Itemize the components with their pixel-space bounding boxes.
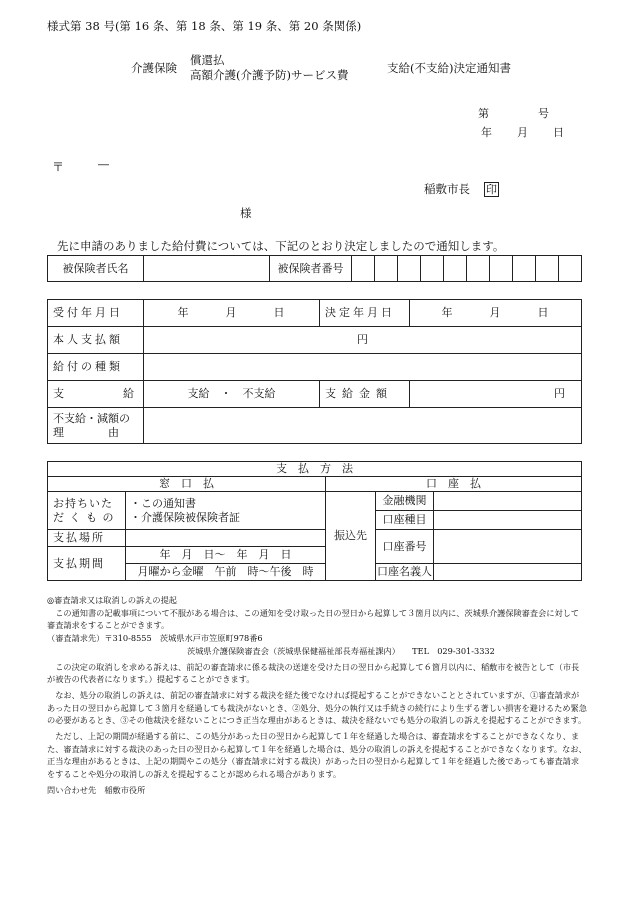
bring-items-label	[48, 492, 126, 530]
payment-decision-value[interactable]: 支給 ・ 不支給	[144, 381, 320, 408]
appeal-notes	[47, 594, 587, 797]
bring-items-list	[126, 492, 326, 530]
payment-place-label: 支払場所	[48, 530, 126, 547]
account-number-value[interactable]	[434, 530, 582, 564]
account-number-label: 口座番号	[376, 530, 434, 564]
recipient-sama: 様	[240, 206, 252, 220]
payment-period-hours[interactable]: 月曜から金曜 午前 時～午後 時	[126, 564, 326, 581]
insured-number-digit[interactable]	[559, 256, 582, 282]
payment-amount-label: 支給金額	[320, 381, 410, 408]
insured-number-digit[interactable]	[375, 256, 398, 282]
insured-number-digit[interactable]	[513, 256, 536, 282]
self-pay-value[interactable]: 円	[144, 327, 582, 354]
insured-name-label: 被保険者氏名	[48, 256, 144, 282]
payment-period-dates[interactable]: 年 月 日～ 年 月 日	[126, 547, 326, 564]
seal-stamp: 印	[486, 183, 497, 196]
mayor	[424, 181, 499, 197]
notice-number: 第 号	[478, 107, 550, 120]
payment-period-label: 支払期間	[48, 547, 126, 581]
benefit-kind-label: 給付の種類	[48, 354, 144, 381]
bank-label: 金融機関	[376, 492, 434, 511]
contact-info: 問い合わせ先 稲敷市役所	[47, 784, 146, 795]
payment-amount-value[interactable]: 円	[410, 381, 582, 408]
decision-date-value[interactable]: 年 月 日	[410, 300, 582, 327]
bring-label-line1: お持ちいた	[53, 497, 113, 511]
insured-number-digit[interactable]	[352, 256, 375, 282]
reason-label	[48, 408, 144, 444]
insured-number-digit[interactable]	[421, 256, 444, 282]
insured-table	[47, 255, 582, 282]
notice-date: 年 月 日	[481, 126, 565, 139]
postal-dash: ―	[98, 158, 109, 171]
appeal-office: 茨城県介護保険審査会（茨城県保健福祉部長寿福祉課内） TEL 029-301-3332	[187, 645, 495, 656]
account-payment-header: 口 座 払	[326, 477, 582, 492]
account-holder-label: 口座名義人	[376, 564, 434, 581]
self-pay-label: 本人支払額	[48, 327, 144, 354]
insured-name-value[interactable]	[144, 256, 270, 282]
title-kaigo: 介護保険	[131, 61, 177, 75]
received-date-label: 受付年月日	[48, 300, 144, 327]
window-payment-header: 窓 口 払	[48, 477, 326, 492]
insured-number-digit[interactable]	[490, 256, 513, 282]
received-date-value[interactable]: 年 月 日	[144, 300, 320, 327]
benefit-kind-value[interactable]	[144, 354, 582, 381]
bring-item: ・この通知書	[130, 497, 196, 511]
payment-method-header: 支 払 方 法	[48, 462, 582, 477]
form-number: 様式第 38 号(第 16 条、第 18 条、第 19 条、第 20 条関係)	[47, 19, 362, 33]
notes-paragraph: なお、処分の取消しの訴えは、前記の審査請求に対する裁決を経た後でなければ提起することができないこととされていますが、①審査請求があった日の翌日から起算して３箇月を経過しても裁決がないとき、②処分、処分の執行又は手続きの続行により生ずる著しい損害を避けるため緊急の必要があるとき、③その他裁決を経ないことにつき正当な理由があるときは、裁決を経ないでも処分の取消しの訴えを提起することができます。	[47, 689, 587, 726]
decision-date-label: 決定年月日	[320, 300, 410, 327]
account-type-label: 口座種目	[376, 511, 434, 530]
mayor-title: 稲敷市長	[424, 182, 470, 196]
details-table	[47, 299, 582, 444]
title-line1: 償還払	[190, 53, 225, 67]
transfer-label: 振込先	[326, 492, 376, 581]
insured-number-label: 被保険者番号	[270, 256, 352, 282]
title-line2: 高額介護(介護予防)サービス費	[190, 68, 349, 82]
title-suffix: 支給(不支給)決定通知書	[387, 61, 511, 75]
bank-value[interactable]	[434, 492, 582, 511]
notes-heading: ◎審査請求又は取消しの訴えの提起	[47, 595, 177, 605]
bring-item: ・介護保険被保険者証	[130, 510, 240, 524]
payment-place-value[interactable]	[126, 530, 326, 547]
insured-number-digit[interactable]	[467, 256, 490, 282]
reason-value[interactable]	[144, 408, 582, 444]
intro-text: 先に申請のありました給付費については、下記のとおり決定しましたので通知します。	[57, 239, 505, 253]
reason-label-line1: 不支給・減額の	[53, 412, 130, 426]
insured-number-digit[interactable]	[398, 256, 421, 282]
reason-label-line2: 理 由	[53, 425, 119, 439]
insured-number-digit[interactable]	[444, 256, 467, 282]
notes-paragraph: ただし、上記の期間が経過する前に、この処分があった日の翌日から起算して１年を経過した場合は、審査請求をすることができなくなり、また、審査請求に対する裁決のあった日の翌日から起算して１年を経過した場合は、処分の取消しの訴えを提起することができなくなります。なお、正当な理由があるときは、上記の期間やこの処分（審査請求に対する裁決）があった日の翌日から起算して１年を経過した後であっても審査請求をすることや処分の取消しの訴えを提起することが認められる場合があります。	[47, 731, 587, 780]
insured-number-digit[interactable]	[536, 256, 559, 282]
account-holder-value[interactable]	[434, 564, 582, 581]
payment-method-table	[47, 461, 582, 581]
postal-mark: 〒	[52, 160, 65, 174]
appeal-address: （審査請求先）〒310-8555 茨城県水戸市笠原町978番6	[47, 633, 263, 644]
notes-paragraph: この決定の取消しを求める訴えは、前記の審査請求に係る裁決の送達を受けた日の翌日から起算して６箇月以内に、稲敷市を被告として（市長が被告の代表者になります。）提起することができます。	[47, 661, 580, 685]
bring-label-line2: だ く も の	[53, 510, 115, 524]
account-type-value[interactable]	[434, 511, 582, 530]
notes-paragraph: この通知書の記載事項について不服がある場合は、この通知を受け取った日の翌日から起算して３箇月以内に、茨城県介護保険審査会に対して審査請求をすることができます。	[47, 607, 580, 631]
payment-decision-label: 支 給	[48, 381, 144, 408]
